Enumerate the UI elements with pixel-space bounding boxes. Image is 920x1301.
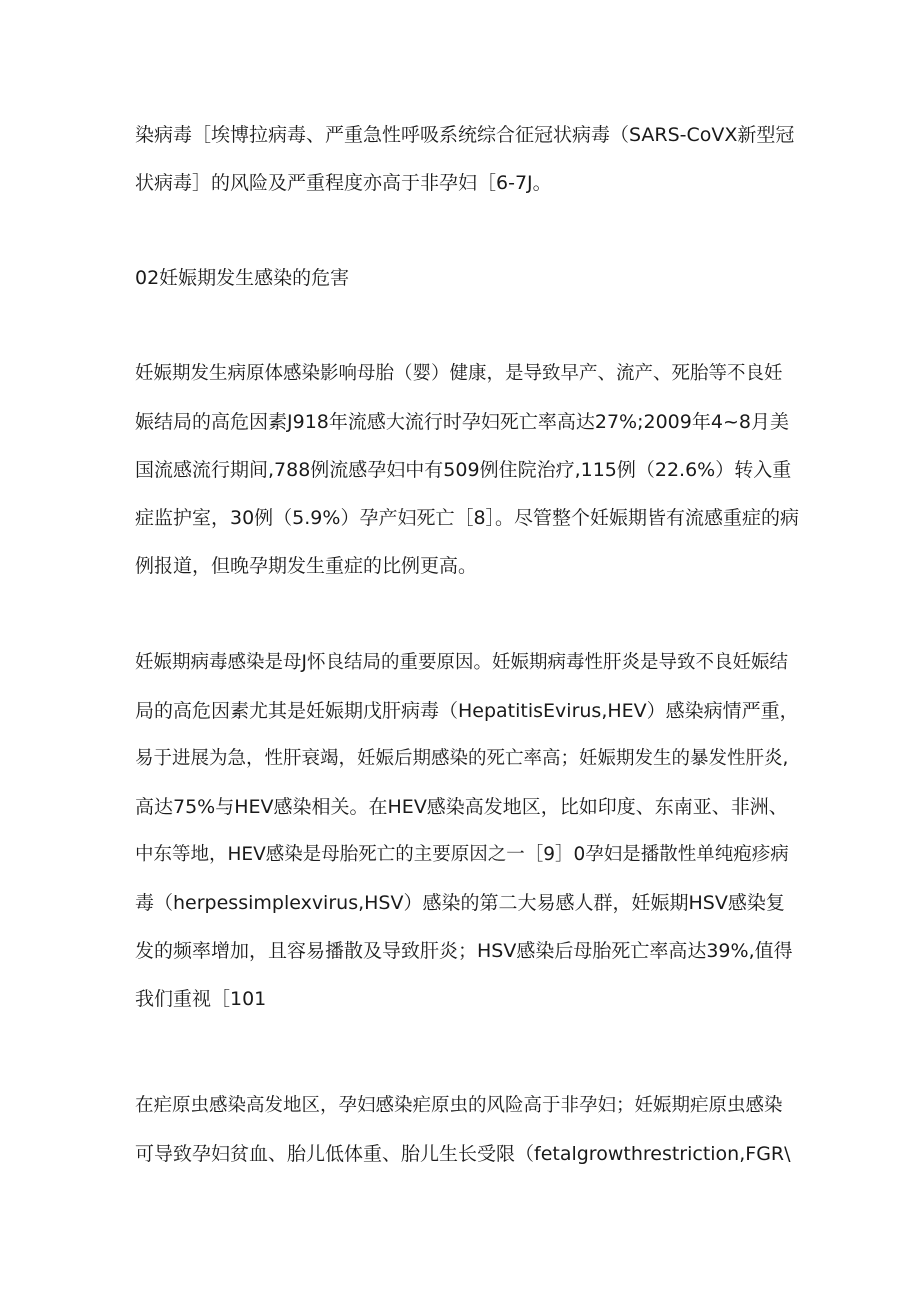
text-line: 妊娠期病毒感染是母J怀良结局的重要原因。妊娠期病毒性肝炎是导致不良妊娠结 [135,652,788,673]
text-line: 可导致孕妇贫血、胎儿低体重、胎儿生长受限（fetalgrowthrestriction,FGR\ [135,1143,791,1165]
text-line: 国流感流行期间,788例流感孕妇中有509例住院治疗,115例（22.6%）转入重 [135,459,792,481]
text-line: 染病毒［埃博拉病毒、严重急性呼吸系统综合征冠状病毒（SARS-CoVX新型冠 [135,124,795,146]
text-line: 妊娠期发生病原体感染影响母胎（婴）健康，是导致早产、流产、死胎等不良妊 [135,363,783,384]
text-line: 局的高危因素尤其是妊娠期戊肝病毒（HepatitisEvirus,HEV）感染病情严重， [135,700,799,722]
text-line: 高达75%与HEV感染相关。在HEV感染高发地区，比如印度、东南亚、非洲、 [135,796,788,818]
text-line: 我们重视［101 [135,988,267,1010]
text-line: 在疟原虫感染高发地区，孕妇感染疟原虫的风险高于非孕妇；妊娠期疟原虫感染 [135,1095,783,1116]
text-line: 娠结局的高危因素J918年流感大流行时孕妇死亡率高达27%;2009年4~8月美 [135,411,789,433]
text-line: 状病毒］的风险及严重程度亦高于非孕妇［6-7J。 [135,172,552,194]
text-line: 症监护室，30例（5.9%）孕产妇死亡［8］。尽管整个妊娠期皆有流感重症的病 [135,507,800,529]
text-line: 发的频率增加，且容易播散及导致肝炎；HSV感染后母胎死亡率高达39%,值得 [135,940,793,962]
text-line: 例报道，但晚孕期发生重症的比例更高。 [135,555,478,577]
section-heading: 02妊娠期发生感染的危害 [135,267,350,289]
text-line: 中东等地，HEV感染是母胎死亡的主要原因之一［9］0孕妇是播散性单纯疱疹病 [135,844,789,865]
text-line: 毒（herpessimplexvirus,HSV）感染的第二大易感人群，妊娠期HSV感染复 [135,892,785,914]
text-line: 易于进展为急，性肝衰竭，妊娠后期感染的死亡率高；妊娠期发生的暴发性肝炎, [135,748,789,769]
